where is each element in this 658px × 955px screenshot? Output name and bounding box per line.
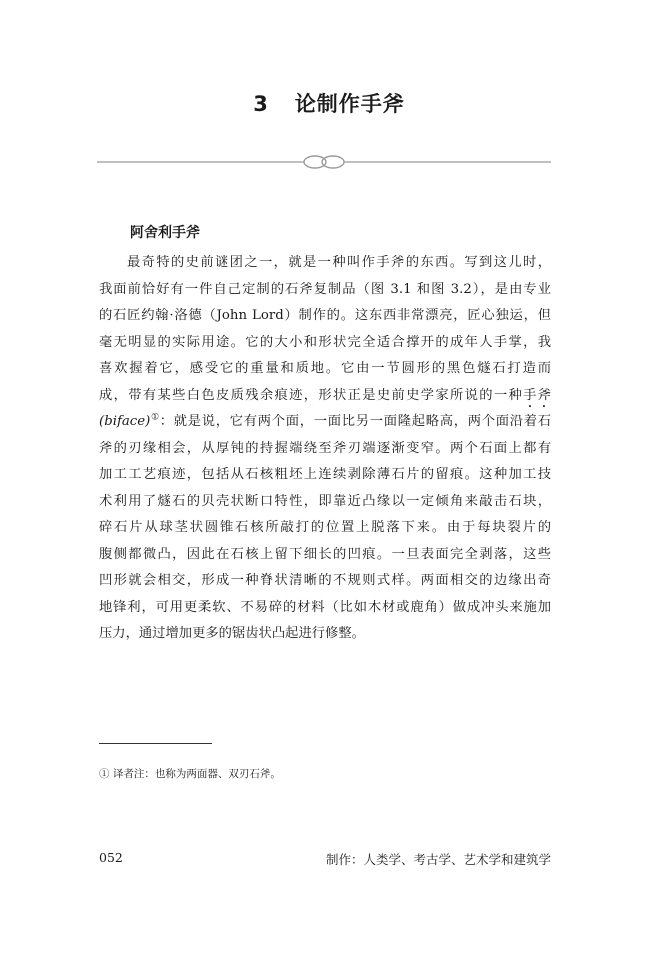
text-line: 毫无明显的实际用途。它的大小和形状完全适合撑开的成年人手掌，我 [99,334,551,350]
footnote-rule [99,743,212,744]
page-number: 052 [99,850,123,865]
text-line: 我面前恰好有一件自己定制的石斧复制品（图 3.1 和图 3.2），是由专业 [99,281,551,297]
chapter-number: 3 [253,92,269,116]
text-line: 喜欢握着它，感受它的重量和质地。它由一节圆形的黑色燧石打造而 [99,361,551,376]
section-heading: 阿舍利手斧 [130,225,200,241]
text-line: 腹侧都微凸，因此在石核上留下细长的凹痕。一旦表面完全剥落，这些 [99,546,551,562]
text-line: 凹形就会相交，形成一种脊状清晰的不规则式样。两面相交的边缘出奇 [99,573,551,588]
italic-term: (biface) [99,414,151,429]
running-footer-title: 制作：人类学、考古学、艺术学和建筑学 [325,852,551,867]
footnote: ① 译者注：也称为两面器、双刃石斧。 [99,768,281,780]
text-line: 加工工艺痕迹，包括从石核粗坯上连续剥除薄石片的留痕。这种加工技 [99,467,551,482]
text-line: 斧的刃缘相会，从厚钝的持握端绕至斧刃端逐渐变窄。两个石面上都有 [99,440,551,456]
footnote-ref: ① [150,412,160,423]
text-line: 的石匠约翰·洛德（John Lord）制作的。这东西非常漂亮，匠心独运，但 [99,308,551,323]
text-line: 术利用了燧石的贝壳状断口特性，即靠近凸缘以一定倾角来敲击石块， [99,493,551,509]
chapter-title-text: 论制作手斧 [294,92,405,116]
text-line: 碎石片从球茎状圆锥石核所敲打的位置上脱落下来。由于每块裂片的 [99,520,551,535]
text-line-6 [99,383,551,410]
body-paragraph [99,250,551,648]
text-line: 成，带有某些白色皮质残余痕迹，形状正是史前史学家所说的一种 [99,387,524,403]
ornament-divider [97,152,551,172]
text-line-7 [99,409,551,436]
text-line: ：就是说，它有两个面，一面比另一面隆起略高，两个面沿着石 [159,414,551,429]
emphasized-term: 手斧 [523,387,552,403]
text-line: 最奇特的史前谜团之一，就是一种叫作手斧的东西。写到这儿时， [127,255,551,270]
chapter-title [0,88,658,118]
text-line: 压力，通过增加更多的锯齿状凸起进行修整。 [99,626,365,641]
text-line: 地锋利，可用更柔软、不易碎的材料（比如木材或鹿角）做成冲头来施加 [99,599,551,615]
